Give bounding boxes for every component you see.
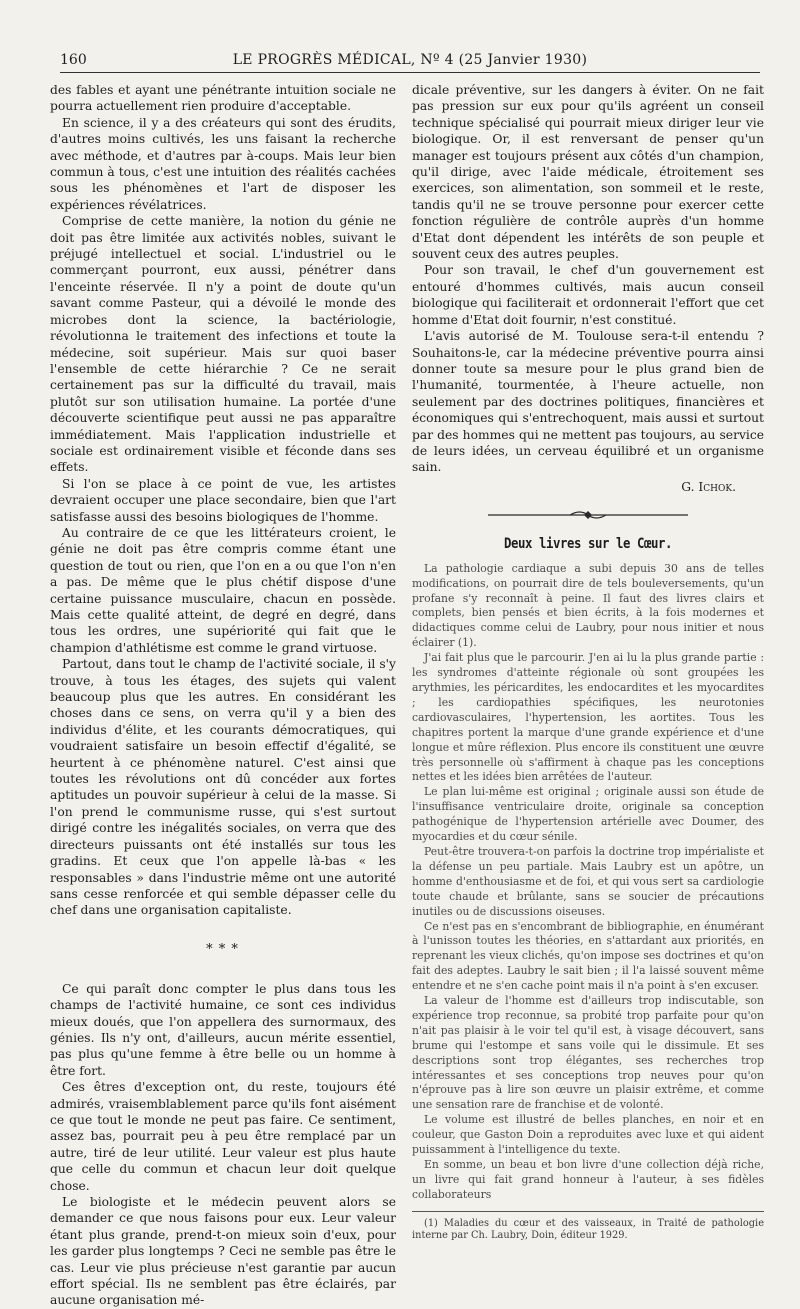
review-paragraph: Ce n'est pas en s'encombrant de bibliographie, en énumérant à l'unisson toutes les théories, en s'attardant aux priorités, en reprenant les vieux clichés, qu'on impose ses doctrines et qu'on fait des adeptes. Laubry le sait bien ; il l'a laissé souvent même entendre et ne s'en cache point mais il n'a point à s'en excuser. xyxy=(412,919,764,993)
paragraph: Pour son travail, le chef d'un gouvernement est entouré d'hommes cultivés, mais aucun conseil biologique qui faciliterait et ordonnerait l'effort que cet homme d'Etat doit fournir, n'est constitué. xyxy=(412,263,764,327)
paragraph: En science, il y a des créateurs qui sont des érudits, d'autres moins cultivés, les uns faisant la recherche avec méthode, et d'autres par à-coups. Mais leur bien commun à tous, c'est une intuition des réalités cachées sous les phénomènes et l'art de disposer les expériences révélatrices. xyxy=(50,115,396,212)
left-column xyxy=(50,82,396,1309)
paragraph: Partout, dans tout le champ de l'activité sociale, il s'y trouve, à tous les étages, des sujets qui valent beaucoup plus que les autres. En considérant les choses dans ce sens, on verra qu'il y a bien des individus d'élite, et les courants démocratiques, qui voudraient satisfaire un besoin effectif d'égalité, se heurtent à ce phénomène naturel. C'est ainsi que toutes les révolutions ont dû concéder aux fortes aptitudes un pouvoir supérieur à celui de la masse. Si l'on prend le communisme russe, qui s'est surtout dirigé contre les inégalités sociales, on verra que des directeurs puissants ont été installés sur tous les gradins. Et ceux que l'on appelle là-bas « les responsables » dans l'industrie même ont une autorité sans cesse renforcée et qui semble dépasser celle du chef dans une organisation capitaliste. xyxy=(50,657,396,918)
section-title: Deux livres sur le Cœur. xyxy=(504,535,672,552)
journal-title: LE PROGRÈS MÉDICAL, Nº 4 (25 Janvier 1930) xyxy=(232,52,588,68)
paragraph: des fables et ayant une pénétrante intuition sociale ne pourra actuellement rien produire d'acceptable. xyxy=(50,83,396,114)
review-paragraph: En somme, un beau et bon livre d'une collection déjà riche, un livre qui fait grand honneur à l'auteur, à ses fidèles collaborateurs xyxy=(412,1158,764,1201)
footnote: (1) Maladies du cœur et des vaisseaux, in Traité de pathologie interne par Ch. Laubry, Doin, éditeur 1929. xyxy=(412,1217,764,1242)
section-separator-asterisks: * * * xyxy=(206,941,240,957)
paragraph: Ces êtres d'exception ont, du reste, toujours été admirés, vraisemblablement parce qu'ils font aisément ce que tout le monde ne peut pas faire. Ce sentiment, assez bas, pourrait peu à peu être remplacé par un autre, tiré de leur utilité. Leur valeur est plus haute que celle du commun et chacun leur doit quelque chose. xyxy=(50,1080,396,1193)
running-header xyxy=(60,44,760,70)
footnote-rule xyxy=(412,1211,764,1212)
paragraph: Le biologiste et le médecin peuvent alors se demander ce que nous faisons pour eux. Leur valeur étant plus grande, prend-t-on mieux soin d'eux, pour les garder plus longtemps ? Ceci ne semble pas être le cas. Leur vie plus précieuse n'est garantie par aucun effort spécial. Ils ne semblent pas être éclairés, par aucune organisation mé- xyxy=(50,1195,396,1308)
review-paragraph: La valeur de l'homme est d'ailleurs trop indiscutable, son expérience trop reconnue, sa probité trop parfaite pour qu'on n'ait pas plaisir à le voir tel qu'il est, à visage découvert, sans brume qui l'estompe et sans voile qui le dissimule. Et ses descriptions sont trop élégantes, ses recherches trop intéressantes et ses conceptions trop neuves pour qu'on n'éprouve pas à lire son œuvre un plaisir extrême, et comme une sensation rare de franchise et de volonté. xyxy=(412,994,764,1112)
paragraph: L'avis autorisé de M. Toulouse sera-t-il entendu ? Souhaitons-le, car la médecine préventive pourra ainsi donner toute sa mesure pour le plus grand bien de l'humanité, tourmentée, à l'heure actuelle, non seulement par des doctrines politiques, financières et économiques qui s'entrechoquent, mais aussi et surtout par des hommes qui ne mettent pas toujours, au service de leurs idées, un cerveau équilibré et un organisme sain. xyxy=(412,329,764,475)
paragraph: Comprise de cette manière, la notion du génie ne doit pas être limitée aux activités nobles, suivant le préjugé intellectuel et social. L'industriel ou le commerçant pourront, eux aussi, pénétrer dans l'enceinte réservée. Il n'y a point de doute qu'un savant comme Pasteur, qui a dévoilé le monde des microbes dont la science, la bactériologie, révolutionna le traitement des infections et toute la médecine, soit supérieur. Mais sur quoi baser l'ensemble de cette hiérarchie ? Ce ne serait certainement pas sur la difficulté du travail, mais plutôt sur son utilisation humaine. La portée d'une découverte scientifique peut aussi ne pas apparaître immédiatement. Mais l'application industrielle et sociale est ordinairement visible et féconde dans ses effets. xyxy=(50,214,396,475)
ornament-line-icon xyxy=(488,506,688,524)
header-rule xyxy=(60,72,760,73)
paragraph: Si l'on se place à ce point de vue, les artistes devraient occuper une place secondaire, bien que l'art satisfasse aussi des besoins biologiques de l'homme. xyxy=(50,476,396,524)
paragraph: dicale préventive, sur les dangers à éviter. On ne fait pas pression sur eux pour qu'ils agréent un conseil technique spécialisé qui pourrait mieux diriger leur vie biologique. Or, il est renversant de penser qu'un manager est toujours présent aux côtés d'un champion, qu'il dirige, avec l'aide médicale, étroitement ses exercices, son alimentation, son sommeil et le reste, tandis qu'il ne se trouve personne pour exercer cette fonction régulière de contrôle auprès d'un homme d'Etat dont dépendent les intérêts de son peuple et souvent ceux des autres peuples. xyxy=(412,83,764,262)
review-paragraph: La pathologie cardiaque a subi depuis 30 ans de telles modifications, on pourrait dire de tels bouleversements, qu'un profane s'y reconnaît à peine. Il faut des livres clairs et complets, bien pensés et bien écrits, à la fois modernes et didactiques comme celui de Laubry, pour nous initier et nous éclairer (1). xyxy=(412,561,764,650)
review-paragraph: Le volume est illustré de belles planches, en noir et en couleur, que Gaston Doin a reproduites avec luxe et qui aident puissamment à l'intelligence du texte. xyxy=(412,1113,764,1157)
paragraph: Ce qui paraît donc compter le plus dans tous les champs de l'activité humaine, ce sont ces individus mieux doués, que l'on appellera des surnormaux, des génies. Ils n'y ont, d'ailleurs, aucun mérite essentiel, pas plus qu'une femme à être belle ou un homme à être fort. xyxy=(50,981,396,1078)
decorative-divider xyxy=(412,506,764,528)
page-number: 160 xyxy=(60,52,87,68)
review-paragraph: J'ai fait plus que le parcourir. J'en ai lu la plus grande partie : les syndromes d'atteinte régionale où sont groupées les arythmies, les péricardites, les endocardites et les myocardites ; les cardiopathies spécifiques, les neurotonies cardiovasculaires, l'hypertension, les aortites. Tous les chapitres portent la marque d'une grande expérience et d'une longue et mûre réflexion. Plus encore ils constituent une œuvre très personnelle où s'affirment à chaque pas les conceptions nettes et les idées bien arrêtées de l'auteur. xyxy=(412,651,764,784)
review-paragraph: Le plan lui-même est original ; originale aussi son étude de l'insuffisance ventriculaire droite, originale sa conception pathogénique de l'hypertension artérielle avec Doumer, des myocardies et du cœur sénile. xyxy=(412,785,764,844)
review-paragraph: Peut-être trouvera-t-on parfois la doctrine trop impérialiste et la défense un peu partiale. Mais Laubry est un apôtre, un homme d'enthousiasme et de foi, et qui vous sert sa cardiologie toute chaude et brûlante, sans se soucier de précautions inutiles ou de discussions oiseuses. xyxy=(412,844,764,918)
right-column xyxy=(412,82,764,1243)
paragraph: Au contraire de ce que les littérateurs croient, le génie ne doit pas être compris comme étant une question de tout ou rien, que l'on en a ou que l'on n'en a pas. De même que le plus chétif dispose d'une certaine puissance musculaire, chacun en possède. Mais cette qualité atteint, de degré en degré, dans tous les ordres, une supériorité qui fait que le champion d'athlétisme est comme le grand virtuose. xyxy=(50,525,396,655)
author-signature: G. Ichok. xyxy=(681,479,736,494)
